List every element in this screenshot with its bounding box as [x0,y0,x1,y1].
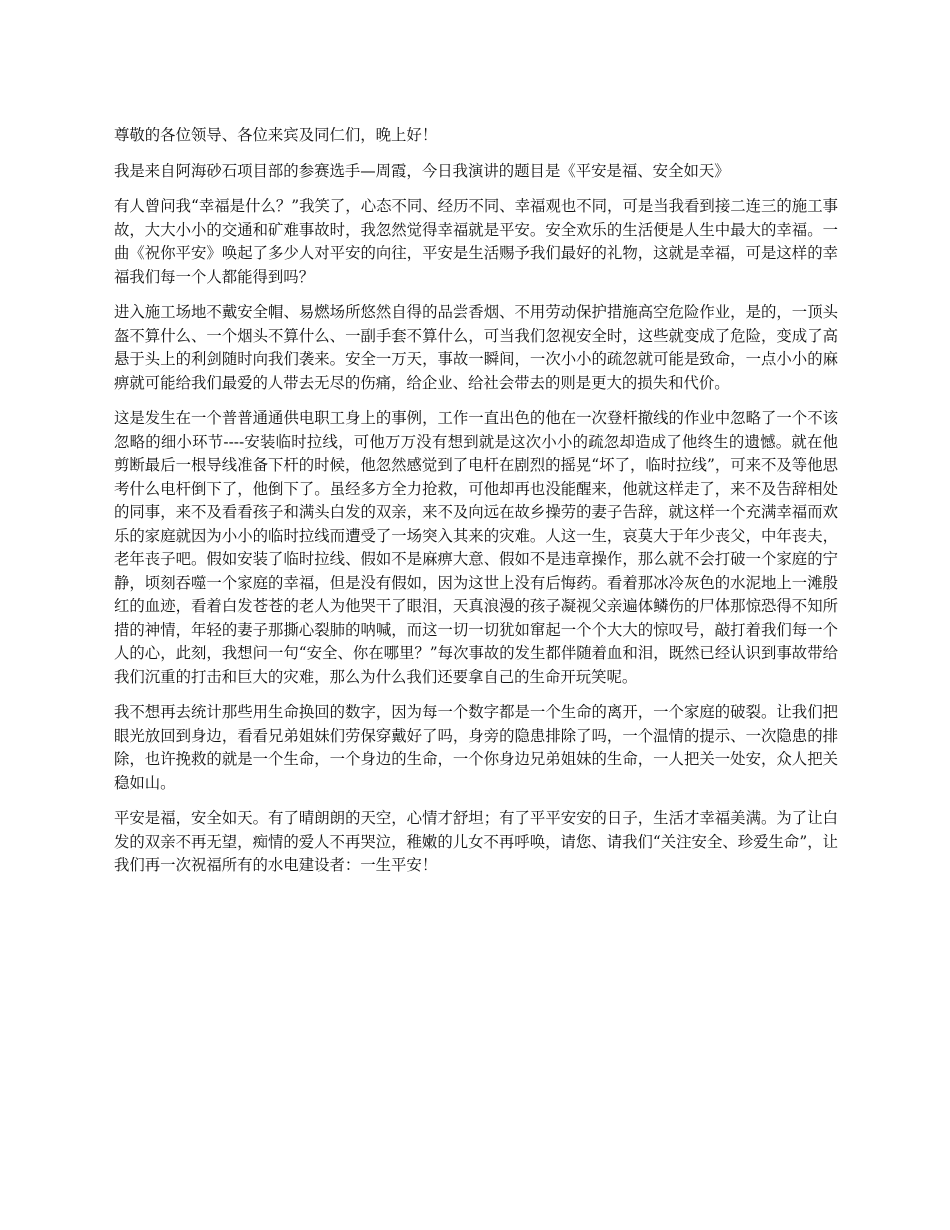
body-paragraph: 进入施工场地不戴安全帽、易燃场所悠然自得的品尝香烟、不用劳动保护措施高空危险作业，是的，一顶头盔不算什么、一个烟头不算什么、一副手套不算什么，可当我们忽视安全时，这些就变成了危险，变成了高悬于头上的利剑随时向我们袭来。安全一万天，事故一瞬间，一次小小的疏忽就可能是致命，一点小小的麻痹就可能给我们最爱的人带去无尽的伤痛，给企业、给社会带去的则是更大的损失和代价。 [114,303,838,392]
body-paragraph: 我不想再去统计那些用生命换回的数字，因为每一个数字都是一个生命的离开，一个家庭的破裂。让我们把眼光放回到身边，看看兄弟姐妹们劳保穿戴好了吗，身旁的隐患排除了吗，一个温情的提示、一次隐患的排除，也许挽救的就是一个生命，一个身边的生命，一个你身边兄弟姐妹的生命，一人把关一处安，众人把关稳如山。 [114,703,838,792]
story-paragraph: 这是发生在一个普普通通供电职工身上的事例，工作一直出色的他在一次登杆撤线的作业中忽略了一个不该忽略的细小环节----安装临时拉线，可他万万没有想到就是这次小小的疏忽却造成了他终生的遗憾。就在他剪断最后一根导线准备下杆的时候，他忽然感觉到了电杆在剧烈的摇晃“坏了，临时拉线”，可来不及等他思考什么电杆倒下了，他倒下了。虽经多方全力抢救，可他却再也没能醒来，他就这样走了，来不及告辞相处的同事，来不及看看孩子和满头白发的双亲，来不及向远在故乡操劳的妻子告辞，就这样一个充满幸福而欢乐的家庭就因为小小的临时拉线而遭受了一场突入其来的灾难。人这一生，哀莫大于年少丧父，中年丧夫，老年丧子吧。假如安装了临时拉线、假如不是麻痹大意、假如不是违章操作，那么就不会打破一个家庭的宁静，顷刻吞噬一个家庭的幸福，但是没有假如，因为这世上没有后悔药。看着那冰冷灰色的水泥地上一滩殷红的血迹，看着白发苍苍的老人为他哭干了眼泪，天真浪漫的孩子凝视父亲遍体鳞伤的尸体那惊恐得不知所措的神情，年轻的妻子那撕心裂肺的呐喊，而这一切一切犹如窜起一个个大大的惊叹号，敲打着我们每一个人的心，此刻，我想问一句“安全、你在哪里？”每次事故的发生都伴随着血和泪，既然已经认识到事故带给我们沉重的打击和巨大的灾难，那么为什么我们还要拿自己的生命开玩笑呢。 [114,409,838,686]
document-body [114,124,838,890]
introduction-paragraph: 我是来自阿海砂石项目部的参赛选手—周霞，今日我演讲的题目是《平安是福、安全如天》 [114,161,730,180]
body-paragraph: 有人曾问我“幸福是什么？”我笑了，心态不同、经历不同、幸福观也不同，可是当我看到接二连三的施工事故，大大小小的交通和矿难事故时，我忽然觉得幸福就是平安。安全欢乐的生活便是人生中最大的幸福。一曲《祝你平安》唤起了多少人对平安的向往，平安是生活赐予我们最好的礼物，这就是幸福，可是这样的幸福我们每一个人都能得到吗？ [114,197,838,286]
closing-paragraph: 平安是福，安全如天。有了晴朗朗的天空，心情才舒坦；有了平平安安的日子，生活才幸福美满。为了让白发的双亲不再无望，痴情的爱人不再哭泣，稚嫩的儿女不再呼唤，请您、请我们“关注安全、珍爱生命”，让我们再一次祝福所有的水电建设者：一生平安！ [114,809,838,874]
greeting-paragraph: 尊敬的各位领导、各位来宾及同仁们，晚上好！ [114,126,438,144]
